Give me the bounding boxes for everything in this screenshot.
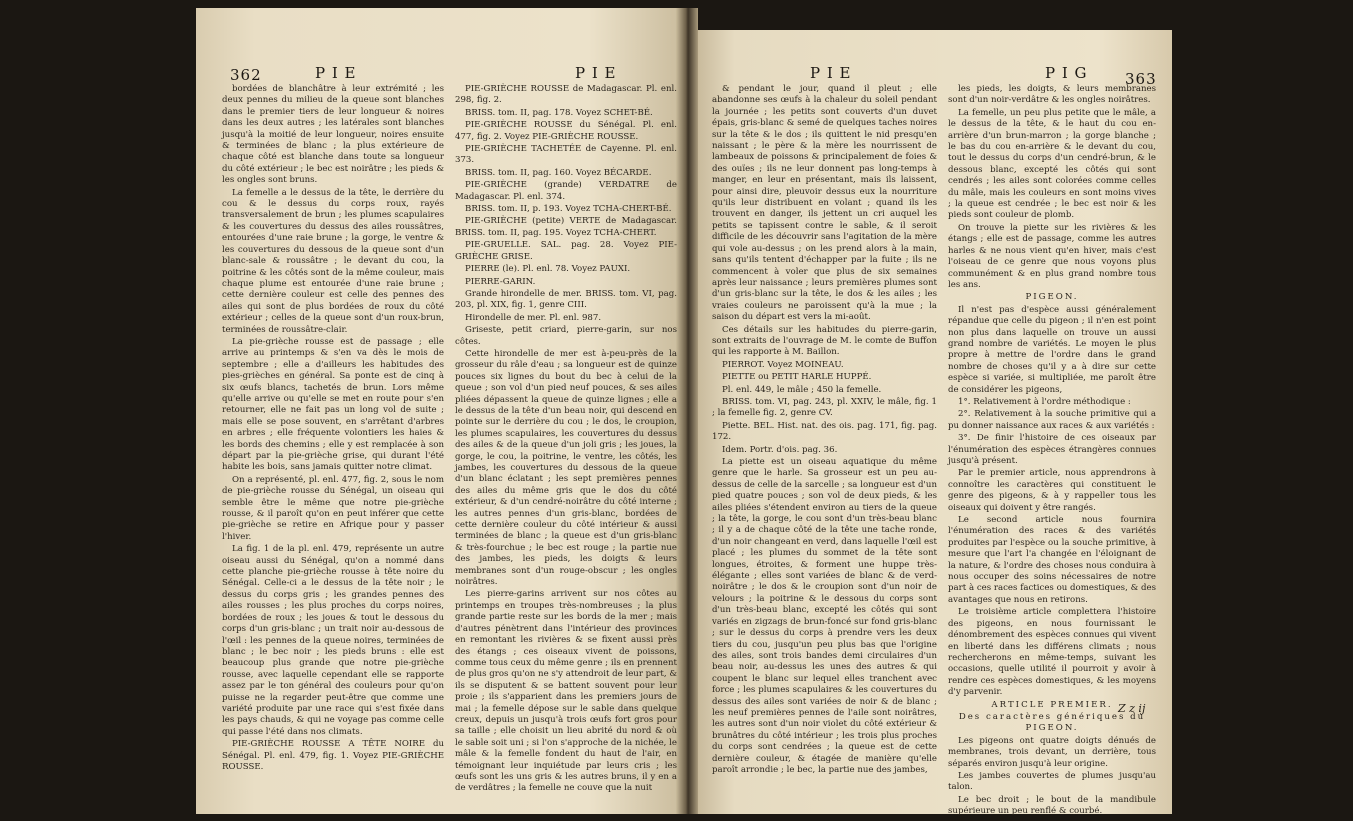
paragraph: On trouve la piette sur les rivières & les étangs ; elle est de passage, comme les autres harles & ne nous vient qu'en hiver, mais c'est l'oiseau de ce genre que nous voyons plus communément & en plus grand nombre tous les ans. xyxy=(948,222,1156,290)
paragraph: Le second article nous fournira l'énumération des races & des variétés produites par l'espèce ou la souche primitive, à mesure que l'art l'a changée en l'éloignant de la nature, & l'ordre des choses nous conduira à nous occuper des soins nécessaires de notre part à ces races factices ou domestiques, & des avantages que nous en retirons. xyxy=(948,515,1156,605)
paragraph: La fig. 1 de la pl. enl. 479, représente un autre oiseau aussi du Sénégal, qu'on a nommé dans cette planche pie-grièche rousse à tête noire du Sénégal. Celle-ci a le dessus de la tête noir ; le dessus du corps gris ; les grandes pennes des ailes rousses ; les plus proches du corps noires, bordées de roux ; les joues & tout le dessous du corps d'un gris-blanc ; un trait noir au-dessous de l'œil : les pennes de la queue noires, terminées de blanc ; le bec noir ; les pieds bruns : elle est beaucoup plus grande que notre pie-grièche rousse, avec laquelle cependant elle se rapporte assez par le ton général des couleurs pour qu'on puisse ne la regarder peut-être que comme une variété produite par une race qui s'est fixée dans les pays chauds, & qui ne voyage pas comme celle qui passe l'été dans nos climats. xyxy=(222,544,444,737)
paragraph: BRISS. tom. II, p. 193. Voyez TCHA-CHERT-BÉ. xyxy=(465,204,672,215)
paragraph: PIE-GRIÈCHE (grande) VERDATRE de Madagascar. Pl. enl. 374. xyxy=(455,180,677,202)
paragraph: PIGEON. xyxy=(1025,292,1079,303)
paragraph: PIE-GRIÈCHE ROUSSE A TÊTE NOIRE du Sénégal. Pl. enl. 479, fig. 1. Voyez PIE-GRIÈCHE ROUSSE. xyxy=(222,739,444,772)
paragraph: PIERROT. Voyez MOINEAU. xyxy=(722,359,844,370)
paragraph: La piette est un oiseau aquatique du même genre que le harle. Sa grosseur est un peu au-dessus de celle de la sarcelle ; sa longueur est d'un pied quatre pouces ; son vol de deux pieds, & les ailes pliées s'étendent environ au tiers de la queue ; la tête, la gorge, le cou sont d'un très-beau blanc ; il y a de chaque côté de la tête une tache ronde, d'un noir changeant en verd, dans laquelle l'œil est placé ; les plumes du sommet de la tête sont longues, étroites, & forment une huppe très-élégante ; elles sont variées de blanc & de verd-noirâtre ; le dos & le croupion sont d'un noir de velours ; la poitrine & le dessous du corps sont d'un très-beau blanc, excepté les côtés qui sont variés en zigzags de brun-foncé sur fond gris-blanc ; sur le dessus du corps à prendre vers les deux tiers du cou, jusqu'un peu plus bas que l'origine des ailes, sont trois bandes demi circulaires d'un beau noir, au-dessus les unes des autres & qui coupent le blanc sur lequel elles tranchent avec force ; les plumes scapulaires & les couvertures du dessus des ailes sont variées de noir & de blanc ; les neuf premières pennes de l'aile sont noirâtres, les autres sont d'un noir violet du côté extérieur & brunâtres du côté intérieur ; les trois plus proches du corps sont cendrées ; la queue est de cette dernière couleur, & étagée de manière qu'elle paroît arrondie ; le bec, la partie nue des jambes, xyxy=(712,457,937,775)
left-column-1 xyxy=(222,84,444,772)
right-page-number: 363 xyxy=(1125,70,1157,88)
paragraph: PIE-GRIÈCHE ROUSSE de Madagascar. Pl. enl. 298, fig. 2. xyxy=(455,84,677,106)
paragraph: PIE-GRIÈCHE ROUSSE du Sénégal. Pl. enl. 477, fig. 2. Voyez PIE-GRIÈCHE ROUSSE. xyxy=(455,120,677,142)
paragraph: 1°. Relativement à l'ordre méthodique : xyxy=(958,396,1131,407)
paragraph: Cette hirondelle de mer est à-peu-près de la grosseur du râle d'eau ; sa longueur est de quinze pouces six lignes du bout du bec à celui de la queue ; son vol d'un pied neuf pouces, & ses ailes pliées dépassent la queue de quinze lignes ; elle a le dessus de la tête d'un beau noir, qui descend en pointe sur le derrière du cou ; le dos, le croupion, les plumes scapulaires, les couvertures du dessus des ailes & de la queue d'un joli gris ; les joues, la gorge, le cou, la poitrine, le ventre, les côtés, les jambes, les couvertures du dessous de la queue d'un blanc éclatant ; les sept premières pennes des ailes du même gris que le dos du côté extérieur, & d'un cendré-noirâtre du côté interne ; les autres pennes d'un gris-blanc, bordées de cette dernière couleur du côté intérieur & aussi terminées de blanc ; la queue est d'un gris-blanc & très-fourchue ; le bec est rouge ; la partie nue des jambes, les pieds, les doigts & leurs membranes sont d'un rouge-obscur ; les ongles noirâtres. xyxy=(455,348,677,588)
paragraph: PIE-GRIÈCHE TACHETÉE de Cayenne. Pl. enl. 373. xyxy=(455,144,677,166)
paragraph: Les pierre-garins arrivent sur nos côtes au printemps en troupes très-nombreuses ; la plus grande partie reste sur les bords de la mer ; mais d'autres pénètrent dans l'intérieur des provinces en remontant les rivières & se fixent aussi près des étangs ; ces oiseaux vivent de poissons, comme tous ceux du même genre ; ils en prennent de plus gros qu'on ne s'y attendroit de leur part, & ils se disputent & se battent souvent pour leur proie ; ils s'apparient dans les premiers jours de mai ; la femelle dépose sur le sable dans quelque creux, depuis un jusqu'à trois œufs fort gros pour sa taille ; elle choisit un lieu abrité du nord & où le sable soit uni ; si l'on s'approche de la nichée, le mâle & la femelle fondent du haut de l'air, en témoignant leur inquiétude par leurs cris ; les œufs sont les uns gris & les autres bruns, il y en a de verdâtres ; la femelle ne couve que la nuit xyxy=(455,589,677,794)
paragraph: & pendant le jour, quand il pleut ; elle abandonne ses œufs à la chaleur du soleil pendant la journée ; les petits sont couverts d'un duvet épais, gris-blanc & semé de quelques taches noires sur la tête & le dos ; ils quittent le nid presqu'en naissant ; le père & la mère les nourrissent de lambeaux de poissons & principalement de foies & des ouïes ; ils ne leur donnent pas long-temps à manger, en leur en présentant, mais ils laissent, pour ainsi dire, pleuvoir dessus eux la nourriture qu'ils leur distribuent en volant ; quand ils les trouvent en danger, ils jettent un cri auquel les petits se tapissent contre le sable, & il seroit difficile de les découvrir sans l'agitation de la mère qui vole au-dessus ; on les prend alors à la main, sans qu'ils tentent d'échapper par la fuite ; ils ne commencent à voler que plus de six semaines après leur naissance ; leurs premières plumes sont d'un gris-blanc sur la tête, le dos & les ailes ; les vraies couleurs ne paroissent qu'à la mue ; la saison du départ est vers la mi-août. xyxy=(712,84,937,323)
paragraph: Piette. BEL. Hist. nat. des ois. pag. 171, fig. pag. 172. xyxy=(712,420,937,443)
paragraph: La femelle a le dessus de la tête, le derrière du cou & le dessus du corps roux, rayés transversalement de brun ; les plumes scapulaires & les couvertures du dessus des ailes roussâtres, entourées d'une raie brune ; la gorge, le ventre & les couvertures du dessous de la queue sont d'un blanc-sale & roussâtre ; le devant du cou, la poitrine & les côtés sont de la même couleur, mais chaque plume est entourée d'une raie brune ; cette dernière couleur est celle des pennes des ailes qui sont de plus bordées de roux du côté extérieur ; celles de la queue sont d'un roux-brun, terminées de roussâtre-clair. xyxy=(222,187,444,335)
right-column-1 xyxy=(712,84,937,775)
paragraph: 2°. Relativement à la souche primitive qui a pu donner naissance aux races & aux variétés : xyxy=(948,409,1156,431)
paragraph: Les jambes couvertes de plumes jusqu'au talon. xyxy=(948,770,1156,793)
paragraph: La pie-grièche rousse est de passage ; elle arrive au printemps & s'en va dès le mois de septembre ; elle a d'ailleurs les habitudes des pies-grièches en général. Sa ponte est de cinq à six œufs blancs, tachetés de brun. Lors même qu'elle arrive ou qu'elle se met en route pour s'en retourner, elle ne fait pas un long vol de suite ; mais elle se pose souvent, en s'arrêtant d'arbres en arbres ; elle fréquente volontiers les haies & les bords des chemins ; elle y est remplacée à son départ par la pie-grièche grise, qui durant l'été habite les bois, sans jamais quitter notre climat. xyxy=(222,336,444,473)
paragraph: Griseste, petit criard, pierre-garin, sur nos côtes. xyxy=(455,325,677,347)
paragraph: BRISS. tom. VI, pag. 243, pl. XXIV, le mâle, fig. 1 ; la femelle fig. 2, genre CV. xyxy=(712,396,937,419)
paragraph: Pl. enl. 449, le mâle ; 450 la femelle. xyxy=(722,384,882,395)
paragraph: Il n'est pas d'espèce aussi généralement répandue que celle du pigeon ; il n'en est point non plus dans laquelle on trouve un aussi grand nombre de variétés. Le moyen le plus propre à mettre de l'ordre dans le grand nombre de choses qu'il y a à dire sur cette espèce si variée, si multipliée, me paroît être de considérer les pigeons, xyxy=(948,304,1156,395)
paragraph: PIE-GRUELLE. SAL. pag. 28. Voyez PIE-GRIÈCHE GRISE. xyxy=(455,240,677,262)
paragraph: BRISS. tom. II, pag. 160. Voyez BÉCARDE. xyxy=(465,167,652,178)
left-running-head: P I E xyxy=(315,64,357,82)
right-running-head: P I G xyxy=(1045,64,1088,82)
paragraph: les pieds, les doigts, & leurs membranes sont d'un noir-verdâtre & les ongles noirâtres. xyxy=(948,84,1156,106)
paragraph: Ces détails sur les habitudes du pierre-garin, sont extraits de l'ouvrage de M. le comte de Buffon qui les rapporte à M. Baillon. xyxy=(712,324,937,358)
paragraph: PIETTE ou PETIT HARLE HUPPÉ. xyxy=(722,372,872,383)
paragraph: Par le premier article, nous apprendrons à connoître les caractères qui constituent le genre des pigeons, & à y rappeller tous les oiseaux qui doivent y être rangés. xyxy=(948,468,1156,513)
paragraph: BRISS. tom. II, pag. 178. Voyez SCHET-BÉ. xyxy=(465,107,653,118)
paragraph: Hirondelle de mer. Pl. enl. 987. xyxy=(465,312,602,323)
paragraph: Les pigeons ont quatre doigts dénués de membranes, trois devant, un derrière, tous séparés environ jusqu'à leur origine. xyxy=(948,735,1156,769)
paragraph: PIERRE-GARIN. xyxy=(465,276,536,287)
paragraph: bordées de blanchâtre à leur extrémité ; les deux pennes du milieu de la queue sont blanches dans le premier tiers de leur longueur & noires dans les deux autres ; les latérales sont blanches jusqu'à la moitié de leur longueur, noires ensuite & terminées de blanc ; la plus extérieure de chaque côté est blanche dans toute sa longueur du côté extérieur ; le bec est noirâtre ; les pieds & les ongles sont bruns. xyxy=(222,84,444,186)
paragraph: ARTICLE PREMIER. xyxy=(991,699,1113,710)
paragraph: Le troisième article complettera l'histoire des pigeons, en nous fournissant le dénombrement des espèces connues qui vivent en liberté dans les différens climats ; nous rechercherons en même-temps, suivant les occasions, quelle utilité il pourroit y avoir à rendre ces espèces domestiques, & les moyens d'y parvenir. xyxy=(948,607,1156,698)
paragraph: 3°. De finir l'histoire de ces oiseaux par l'énumération des espèces étrangères connues jusqu'à présent. xyxy=(948,433,1156,466)
signature-mark: Z z ij xyxy=(1118,702,1146,715)
paragraph: Idem. Portr. d'ois. pag. 36. xyxy=(722,444,838,455)
paragraph: Des caractères génériques du PIGEON. xyxy=(958,711,1146,734)
book-gutter xyxy=(676,8,698,814)
paragraph: PIE-GRIÈCHE (petite) VERTE de Madagascar. BRISS. tom. II, pag. 195. Voyez TCHA-CHERT. xyxy=(455,216,677,238)
paragraph: La femelle, un peu plus petite que le mâle, a le dessus de la tête, & le haut du cou en-arrière d'un brun-marron ; la gorge blanche ; le bas du cou en-arrière & le devant du cou, tout le dessus du corps d'un cendré-brun, & le dessous blanc, excepté les côtés qui sont cendrés ; les ailes sont colorées comme celles du mâle, mais les couleurs en sont moins vives ; la queue est cendrée ; le bec est noir & les pieds sont couleur de plomb. xyxy=(948,107,1156,221)
left-running-head-2: P I E xyxy=(575,64,617,82)
paragraph: Grande hirondelle de mer. BRISS. tom. VI, pag. 203, pl. XIX, fig. 1, genre CIII. xyxy=(455,288,677,311)
paragraph: Le bec droit ; le bout de la mandibule supérieure un peu renflé & courbé. xyxy=(948,794,1156,817)
right-col1-head: P I E xyxy=(810,64,852,82)
paragraph: On a représenté, pl. enl. 477, fig. 2, sous le nom de pie-grièche rousse du Sénégal, un oiseau qui semble être le même que notre pie-grièche rousse, & il paroît qu'on en peut inférer que cette pie-grièche se retire en Afrique pour y passer l'hiver. xyxy=(222,474,444,542)
paragraph: PIERRE (le). Pl. enl. 78. Voyez PAUXI. xyxy=(465,264,631,275)
left-page-number: 362 xyxy=(230,66,262,84)
left-column-2 xyxy=(455,84,677,794)
